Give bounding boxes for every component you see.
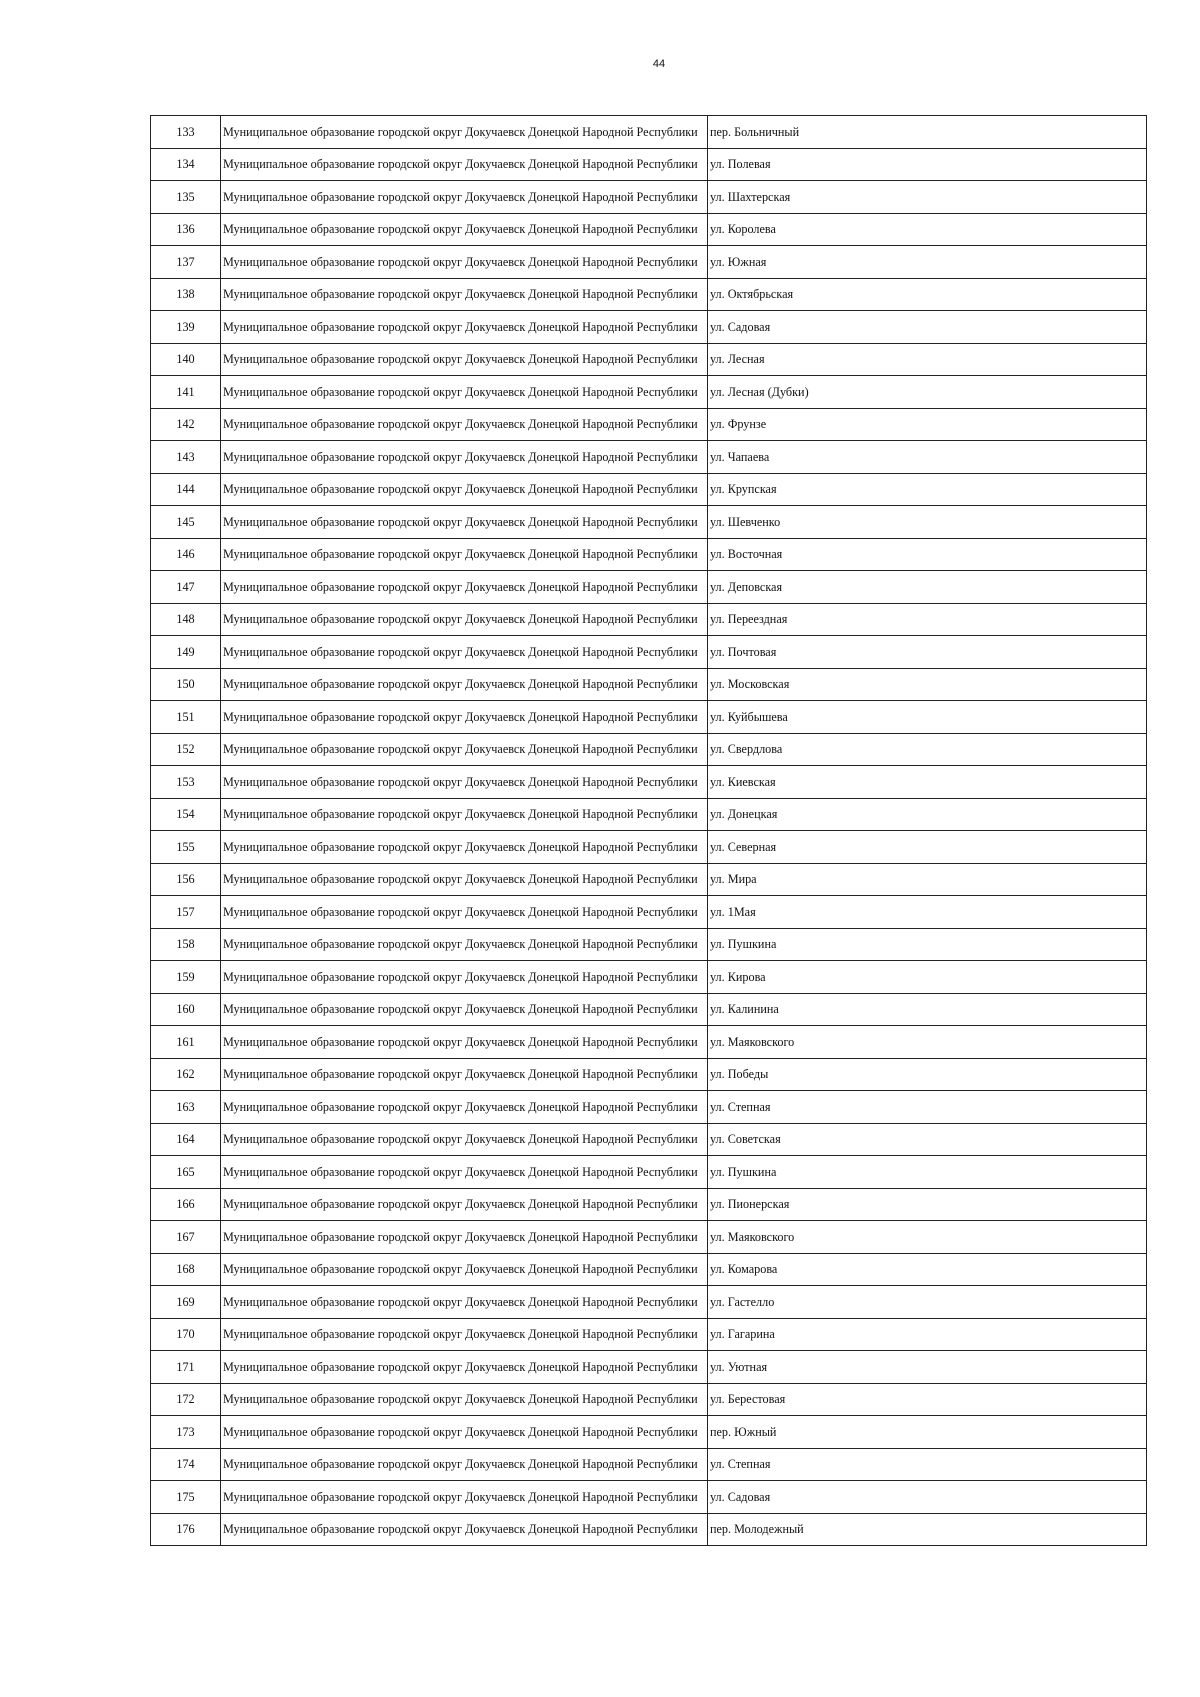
street-cell: ул. Донецкая: [708, 798, 1147, 831]
row-number-cell: 158: [151, 928, 221, 961]
table-row: [151, 896, 1147, 929]
row-number-cell: 175: [151, 1481, 221, 1514]
municipality-cell: Муниципальное образование городской округ Докучаевск Донецкой Народной Республики: [221, 343, 708, 376]
street-cell: ул. Шахтерская: [708, 181, 1147, 214]
street-cell: ул. Чапаева: [708, 441, 1147, 474]
address-table: [150, 115, 1147, 1546]
table-row: [151, 668, 1147, 701]
municipality-cell: Муниципальное образование городской округ Докучаевск Донецкой Народной Республики: [221, 928, 708, 961]
street-cell: ул. Советская: [708, 1123, 1147, 1156]
municipality-cell: Муниципальное образование городской округ Докучаевск Донецкой Народной Республики: [221, 636, 708, 669]
street-cell: ул. Северная: [708, 831, 1147, 864]
municipality-cell: Муниципальное образование городской округ Докучаевск Донецкой Народной Республики: [221, 1188, 708, 1221]
street-cell: ул. Московская: [708, 668, 1147, 701]
row-number-cell: 151: [151, 701, 221, 734]
row-number-cell: 139: [151, 311, 221, 344]
table-row: [151, 116, 1147, 149]
row-number-cell: 142: [151, 408, 221, 441]
table-row: [151, 473, 1147, 506]
street-cell: ул. Гагарина: [708, 1318, 1147, 1351]
municipality-cell: Муниципальное образование городской округ Докучаевск Донецкой Народной Республики: [221, 831, 708, 864]
row-number-cell: 155: [151, 831, 221, 864]
table-row: [151, 1286, 1147, 1319]
municipality-cell: Муниципальное образование городской округ Докучаевск Донецкой Народной Республики: [221, 1286, 708, 1319]
municipality-cell: Муниципальное образование городской округ Докучаевск Донецкой Народной Республики: [221, 701, 708, 734]
row-number-cell: 166: [151, 1188, 221, 1221]
street-cell: ул. Степная: [708, 1091, 1147, 1124]
municipality-cell: Муниципальное образование городской округ Докучаевск Донецкой Народной Республики: [221, 506, 708, 539]
table-row: [151, 733, 1147, 766]
table-row: [151, 1416, 1147, 1449]
table-row: [151, 1481, 1147, 1514]
municipality-cell: Муниципальное образование городской округ Докучаевск Донецкой Народной Республики: [221, 961, 708, 994]
table-row: [151, 961, 1147, 994]
municipality-cell: Муниципальное образование городской округ Докучаевск Донецкой Народной Республики: [221, 246, 708, 279]
municipality-cell: Муниципальное образование городской округ Докучаевск Донецкой Народной Республики: [221, 116, 708, 149]
street-cell: ул. Королева: [708, 213, 1147, 246]
table-row: [151, 798, 1147, 831]
page-number: 44: [652, 58, 666, 70]
street-cell: ул. Фрунзе: [708, 408, 1147, 441]
table-row: [151, 441, 1147, 474]
row-number-cell: 152: [151, 733, 221, 766]
street-cell: пер. Южный: [708, 1416, 1147, 1449]
street-cell: ул. Южная: [708, 246, 1147, 279]
row-number-cell: 153: [151, 766, 221, 799]
street-cell: ул. Степная: [708, 1448, 1147, 1481]
row-number-cell: 154: [151, 798, 221, 831]
row-number-cell: 135: [151, 181, 221, 214]
street-cell: ул. Гастелло: [708, 1286, 1147, 1319]
table-row: [151, 181, 1147, 214]
table-row: [151, 1123, 1147, 1156]
street-cell: ул. Пушкина: [708, 1156, 1147, 1189]
municipality-cell: Муниципальное образование городской округ Докучаевск Донецкой Народной Республики: [221, 1318, 708, 1351]
street-cell: ул. Почтовая: [708, 636, 1147, 669]
municipality-cell: Муниципальное образование городской округ Докучаевск Донецкой Народной Республики: [221, 571, 708, 604]
municipality-cell: Муниципальное образование городской округ Докучаевск Донецкой Народной Республики: [221, 311, 708, 344]
street-cell: ул. Киевская: [708, 766, 1147, 799]
row-number-cell: 160: [151, 993, 221, 1026]
municipality-cell: Муниципальное образование городской округ Докучаевск Донецкой Народной Республики: [221, 1156, 708, 1189]
municipality-cell: Муниципальное образование городской округ Докучаевск Донецкой Народной Республики: [221, 1481, 708, 1514]
row-number-cell: 140: [151, 343, 221, 376]
row-number-cell: 176: [151, 1513, 221, 1546]
street-cell: ул. Пушкина: [708, 928, 1147, 961]
row-number-cell: 162: [151, 1058, 221, 1091]
street-cell: ул. Маяковского: [708, 1026, 1147, 1059]
municipality-cell: Муниципальное образование городской округ Докучаевск Донецкой Народной Республики: [221, 473, 708, 506]
table-row: [151, 538, 1147, 571]
municipality-cell: Муниципальное образование городской округ Докучаевск Донецкой Народной Республики: [221, 896, 708, 929]
municipality-cell: Муниципальное образование городской округ Докучаевск Донецкой Народной Республики: [221, 1026, 708, 1059]
row-number-cell: 149: [151, 636, 221, 669]
row-number-cell: 169: [151, 1286, 221, 1319]
row-number-cell: 168: [151, 1253, 221, 1286]
street-cell: ул. Лесная (Дубки): [708, 376, 1147, 409]
table-row: [151, 1383, 1147, 1416]
street-cell: ул. Маяковского: [708, 1221, 1147, 1254]
municipality-cell: Муниципальное образование городской округ Докучаевск Донецкой Народной Республики: [221, 1253, 708, 1286]
row-number-cell: 138: [151, 278, 221, 311]
municipality-cell: Муниципальное образование городской округ Докучаевск Донецкой Народной Республики: [221, 278, 708, 311]
street-cell: ул. Полевая: [708, 148, 1147, 181]
street-cell: ул. Куйбышева: [708, 701, 1147, 734]
table-row: [151, 571, 1147, 604]
table-row: [151, 636, 1147, 669]
municipality-cell: Муниципальное образование городской округ Докучаевск Донецкой Народной Республики: [221, 181, 708, 214]
municipality-cell: Муниципальное образование городской округ Докучаевск Донецкой Народной Республики: [221, 148, 708, 181]
municipality-cell: Муниципальное образование городской округ Докучаевск Донецкой Народной Республики: [221, 213, 708, 246]
street-cell: пер. Больничный: [708, 116, 1147, 149]
row-number-cell: 145: [151, 506, 221, 539]
table-row: [151, 408, 1147, 441]
municipality-cell: Муниципальное образование городской округ Докучаевск Донецкой Народной Республики: [221, 376, 708, 409]
table-row: [151, 376, 1147, 409]
table-row: [151, 311, 1147, 344]
table-row: [151, 1448, 1147, 1481]
municipality-cell: Муниципальное образование городской округ Докучаевск Донецкой Народной Республики: [221, 1513, 708, 1546]
street-cell: ул. Уютная: [708, 1351, 1147, 1384]
row-number-cell: 147: [151, 571, 221, 604]
street-cell: ул. Калинина: [708, 993, 1147, 1026]
table-row: [151, 246, 1147, 279]
table-row: [151, 1513, 1147, 1546]
municipality-cell: Муниципальное образование городской округ Докучаевск Донецкой Народной Республики: [221, 441, 708, 474]
table-row: [151, 701, 1147, 734]
table-row: [151, 506, 1147, 539]
table-row: [151, 1058, 1147, 1091]
row-number-cell: 165: [151, 1156, 221, 1189]
row-number-cell: 157: [151, 896, 221, 929]
street-cell: ул. Лесная: [708, 343, 1147, 376]
address-table-body: [151, 116, 1147, 1546]
municipality-cell: Муниципальное образование городской округ Докучаевск Донецкой Народной Республики: [221, 863, 708, 896]
table-row: [151, 1351, 1147, 1384]
row-number-cell: 161: [151, 1026, 221, 1059]
municipality-cell: Муниципальное образование городской округ Докучаевск Донецкой Народной Республики: [221, 1091, 708, 1124]
street-cell: ул. Свердлова: [708, 733, 1147, 766]
street-cell: ул. Октябрьская: [708, 278, 1147, 311]
municipality-cell: Муниципальное образование городской округ Докучаевск Донецкой Народной Республики: [221, 1448, 708, 1481]
street-cell: ул. Переездная: [708, 603, 1147, 636]
table-row: [151, 1253, 1147, 1286]
row-number-cell: 171: [151, 1351, 221, 1384]
municipality-cell: Муниципальное образование городской округ Докучаевск Донецкой Народной Республики: [221, 408, 708, 441]
table-row: [151, 1026, 1147, 1059]
street-cell: ул. Восточная: [708, 538, 1147, 571]
municipality-cell: Муниципальное образование городской округ Докучаевск Донецкой Народной Республики: [221, 993, 708, 1026]
street-cell: ул. Победы: [708, 1058, 1147, 1091]
row-number-cell: 133: [151, 116, 221, 149]
row-number-cell: 167: [151, 1221, 221, 1254]
row-number-cell: 146: [151, 538, 221, 571]
street-cell: ул. Садовая: [708, 1481, 1147, 1514]
row-number-cell: 159: [151, 961, 221, 994]
table-row: [151, 993, 1147, 1026]
table-row: [151, 1156, 1147, 1189]
row-number-cell: 150: [151, 668, 221, 701]
street-cell: ул. Пионерская: [708, 1188, 1147, 1221]
row-number-cell: 163: [151, 1091, 221, 1124]
street-cell: ул. Комарова: [708, 1253, 1147, 1286]
table-row: [151, 928, 1147, 961]
row-number-cell: 170: [151, 1318, 221, 1351]
table-row: [151, 863, 1147, 896]
row-number-cell: 141: [151, 376, 221, 409]
municipality-cell: Муниципальное образование городской округ Докучаевск Донецкой Народной Республики: [221, 668, 708, 701]
street-cell: ул. Шевченко: [708, 506, 1147, 539]
table-row: [151, 766, 1147, 799]
municipality-cell: Муниципальное образование городской округ Докучаевск Донецкой Народной Республики: [221, 1351, 708, 1384]
row-number-cell: 143: [151, 441, 221, 474]
table-row: [151, 1221, 1147, 1254]
table-row: [151, 603, 1147, 636]
municipality-cell: Муниципальное образование городской округ Докучаевск Донецкой Народной Республики: [221, 766, 708, 799]
row-number-cell: 136: [151, 213, 221, 246]
row-number-cell: 148: [151, 603, 221, 636]
row-number-cell: 134: [151, 148, 221, 181]
street-cell: ул. Мира: [708, 863, 1147, 896]
row-number-cell: 144: [151, 473, 221, 506]
municipality-cell: Муниципальное образование городской округ Докучаевск Донецкой Народной Республики: [221, 1123, 708, 1156]
street-cell: ул. Садовая: [708, 311, 1147, 344]
street-cell: ул. Кирова: [708, 961, 1147, 994]
street-cell: ул. Деповская: [708, 571, 1147, 604]
municipality-cell: Муниципальное образование городской округ Докучаевск Донецкой Народной Республики: [221, 1058, 708, 1091]
municipality-cell: Муниципальное образование городской округ Докучаевск Донецкой Народной Республики: [221, 538, 708, 571]
municipality-cell: Муниципальное образование городской округ Докучаевск Донецкой Народной Республики: [221, 798, 708, 831]
row-number-cell: 174: [151, 1448, 221, 1481]
table-row: [151, 831, 1147, 864]
row-number-cell: 156: [151, 863, 221, 896]
table-row: [151, 1091, 1147, 1124]
table-row: [151, 343, 1147, 376]
table-row: [151, 213, 1147, 246]
table-row: [151, 1318, 1147, 1351]
municipality-cell: Муниципальное образование городской округ Докучаевск Донецкой Народной Республики: [221, 1383, 708, 1416]
row-number-cell: 164: [151, 1123, 221, 1156]
municipality-cell: Муниципальное образование городской округ Докучаевск Донецкой Народной Республики: [221, 1221, 708, 1254]
row-number-cell: 172: [151, 1383, 221, 1416]
street-cell: пер. Молодежный: [708, 1513, 1147, 1546]
municipality-cell: Муниципальное образование городской округ Докучаевск Донецкой Народной Республики: [221, 733, 708, 766]
street-cell: ул. Берестовая: [708, 1383, 1147, 1416]
table-row: [151, 1188, 1147, 1221]
street-cell: ул. Крупская: [708, 473, 1147, 506]
table-row: [151, 278, 1147, 311]
street-cell: ул. 1Мая: [708, 896, 1147, 929]
table-row: [151, 148, 1147, 181]
municipality-cell: Муниципальное образование городской округ Докучаевск Донецкой Народной Республики: [221, 1416, 708, 1449]
municipality-cell: Муниципальное образование городской округ Докучаевск Донецкой Народной Республики: [221, 603, 708, 636]
row-number-cell: 137: [151, 246, 221, 279]
row-number-cell: 173: [151, 1416, 221, 1449]
